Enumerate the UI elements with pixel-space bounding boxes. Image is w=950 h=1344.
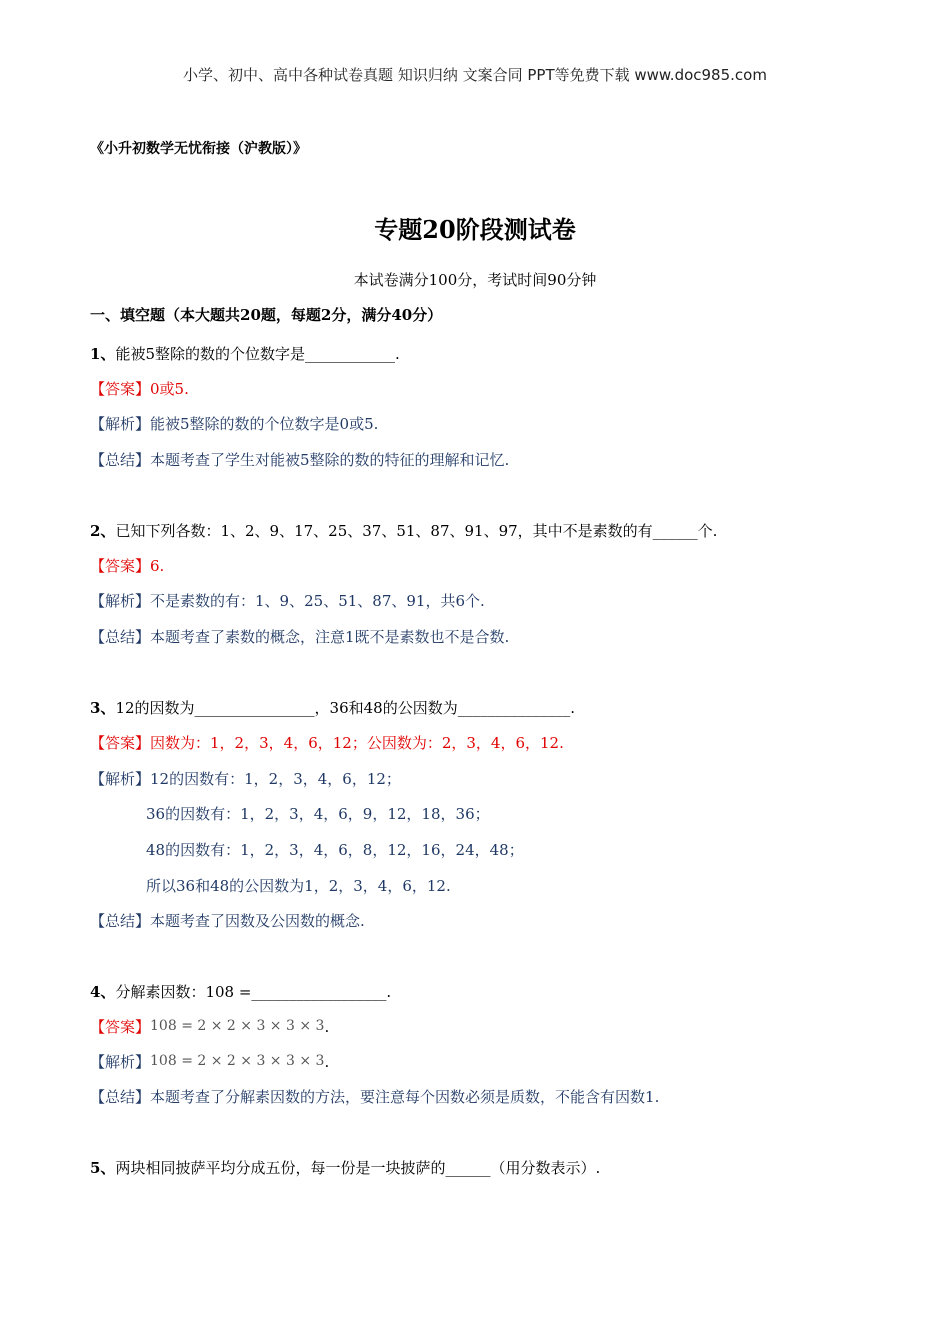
q3-answer <box>90 732 564 753</box>
q2-summary <box>90 626 509 647</box>
q3-analysis-line-4: 所以36和48的公因数为1，2，3，4，6，12. <box>146 877 451 895</box>
question-number: 1、 <box>90 345 116 363</box>
answer-text: 因数为：1，2，3，4，6，12；公因数为：2，3，4，6，12. <box>150 734 564 752</box>
analysis-label: 【解析】 <box>90 592 151 610</box>
analysis-text: 不是素数的有：1、9、25、51、87、91，共6个. <box>150 592 485 610</box>
question-number: 3、 <box>90 699 116 717</box>
q3-analysis-line-3: 48的因数有：1，2，3，4，6，8，12，16，24，48； <box>146 841 524 859</box>
page-header: 小学、初中、高中各种试卷真题 知识归纳 文案合同 PPT等免费下载 www.doc985.com <box>183 66 767 84</box>
answer-label: 【答案】 <box>90 380 151 398</box>
analysis-math: 108 = 2 × 2 × 3 × 3 × 3 <box>150 1053 325 1069</box>
question-4 <box>90 981 391 1002</box>
exam-info: 本试卷满分100分，考试时间90分钟 <box>353 271 597 289</box>
summary-text: 本题考查了因数及公因数的概念. <box>150 912 365 930</box>
analysis-label: 【解析】 <box>90 1053 151 1071</box>
answer-label: 【答案】 <box>90 1018 151 1036</box>
summary-text: 本题考查了学生对能被5整除的数的特征的理解和记忆. <box>150 451 510 469</box>
q1-answer <box>90 378 189 399</box>
answer-label: 【答案】 <box>90 557 151 575</box>
q1-analysis <box>90 413 378 434</box>
answer-label: 【答案】 <box>90 734 151 752</box>
q3-analysis-line-2: 36的因数有：1，2，3，4，6，9，12，18，36； <box>146 805 490 823</box>
question-number: 5、 <box>90 1159 116 1177</box>
question-2 <box>90 520 717 541</box>
answer-text: 0或5. <box>150 380 189 398</box>
question-number: 2、 <box>90 522 116 540</box>
answer-math: 108 = 2 × 2 × 3 × 3 × 3 <box>150 1018 325 1034</box>
analysis-period: . <box>324 1053 330 1071</box>
q2-analysis <box>90 590 485 611</box>
q4-answer <box>90 1016 329 1037</box>
question-3 <box>90 697 575 718</box>
question-text: 分解素因数：108 =__________________. <box>115 983 392 1001</box>
question-text: 能被5整除的数的个位数字是____________. <box>115 345 400 363</box>
section-heading: 一、填空题（本大题共20题，每题2分，满分40分） <box>90 306 443 324</box>
summary-label: 【总结】 <box>90 628 151 646</box>
question-number: 4、 <box>90 983 116 1001</box>
q4-summary <box>90 1086 659 1107</box>
question-text: 已知下列各数：1、2、9、17、25、37、51、87、91、97，其中不是素数的有______个. <box>115 522 718 540</box>
question-5 <box>90 1157 600 1178</box>
q4-analysis <box>90 1051 329 1072</box>
q2-answer <box>90 555 164 576</box>
series-title: 《小升初数学无忧衔接（沪教版）》 <box>90 141 307 157</box>
answer-period: . <box>324 1018 330 1036</box>
question-text: 两块相同披萨平均分成五份，每一份是一块披萨的______（用分数表示）. <box>115 1159 601 1177</box>
analysis-text: 能被5整除的数的个位数字是0或5. <box>150 415 379 433</box>
summary-label: 【总结】 <box>90 1088 151 1106</box>
analysis-label: 【解析】 <box>90 415 151 433</box>
q1-summary <box>90 449 509 470</box>
question-1 <box>90 343 400 364</box>
summary-label: 【总结】 <box>90 451 151 469</box>
summary-text: 本题考查了素数的概念，注意1既不是素数也不是合数. <box>150 628 510 646</box>
summary-text: 本题考查了分解素因数的方法，要注意每个因数必须是质数，不能含有因数1. <box>150 1088 660 1106</box>
q3-summary <box>90 910 365 931</box>
page-title: 专题20阶段测试卷 <box>374 215 576 244</box>
summary-label: 【总结】 <box>90 912 151 930</box>
q3-analysis <box>90 768 401 789</box>
analysis-label: 【解析】 <box>90 770 151 788</box>
question-text: 12的因数为________________，36和48的公因数为_______________. <box>115 699 575 717</box>
answer-text: 6. <box>150 557 165 575</box>
analysis-text: 12的因数有：1，2，3，4，6，12； <box>150 770 401 788</box>
